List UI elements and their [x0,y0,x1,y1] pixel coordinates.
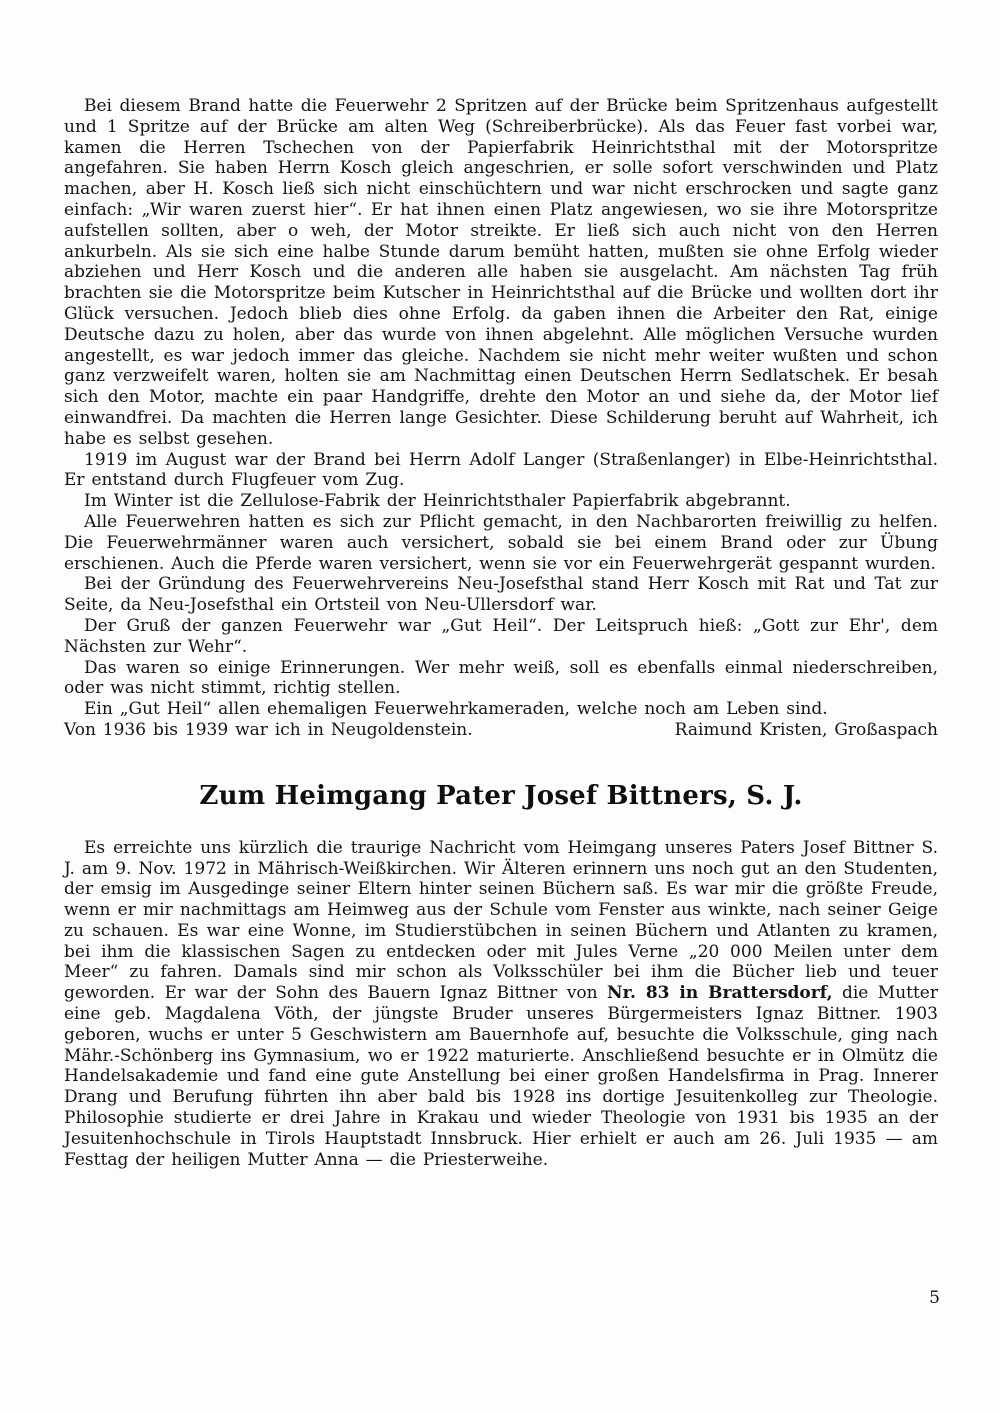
paragraph-text: die Mutter eine geb. Magdalena Vöth, der jüngste Bruder unseres Bürgermeisters Ignaz Bittner. 1903 geboren, wuchs er unter 5 Geschwistern am Bauernhofe auf, besuchte die Volksschule, ging nach Mähr.-Schönberg ins Gymnasium, wo er 1922 maturierte. Anschließend besuchte er in Olmütz die Handelsakademie und fand eine gute Anstellung bei einer großen Handelsfirma in Prag. Innerer Drang und Berufung führten ihn aber bald bis 1928 ins dortige Jesuitenkolleg zur Theologie. Philosophie studierte er drei Jahre in Krakau und wieder Theologie von 1931 bis 1935 an der Jesuitenhochschule in Tirols Hauptstadt Innsbruck. Hier erhielt er auch am 26. Juli 1935 — am Festtag der heiligen Mutter Anna — die Priesterweihe. [64,983,938,1170]
closing-line-2: Von 1936 bis 1939 war ich in Neugoldenstein. [64,719,473,740]
closing-line-1: Ein „Gut Heil“ allen ehemaligen Feuerwehrkameraden, welche noch am Leben sind. [84,699,828,720]
paragraph: Alle Feuerwehren hatten es sich zur Pflicht gemacht, in den Nachbarorten freiwillig zu helfen. Die Feuerwehrmänner waren auch versichert, sobald sie bei einem Brand oder zur Übung erschienen. Auch die Pferde waren versichert, wenn sie vor ein Feuerwehrgerät gespannt wurden. [64,511,938,574]
article-fire-brigade [64,96,938,741]
paragraph: Im Winter ist die Zellulose-Fabrik der Heinrichtsthaler Papierfabrik abgebrannt. [84,491,791,512]
paragraph: Das waren so einige Erinnerungen. Wer mehr weiß, soll es ebenfalls einmal niederschreiben, oder was nicht stimmt, richtig stellen. [64,657,938,699]
paragraph: Der Gruß der ganzen Feuerwehr war „Gut Heil“. Der Leitspruch hieß: „Gott zur Ehr', dem Nächsten zur Wehr“. [64,615,938,657]
signature: Raimund Kristen, Großaspach [674,719,938,740]
paragraph-text: Es erreichte uns kürzlich die traurige Nachricht vom Heimgang unseres Paters Josef Bittner S. J. am 9. Nov. 1972 in Mährisch-Weißkirchen. Wir Älteren erinnern uns noch gut an den Studenten, der emsig im Ausgedinge seiner Eltern hinter seinen Büchern saß. Es war mir die größte Freude, wenn er mir nachmittags am Heimweg aus der Schule vom Fenster aus winkte, nach seiner Geige zu schauen. Es war eine Wonne, im Studierstübchen in seinen Büchern und Atlanten zu kramen, bei ihm die klassischen Sagen zu entdecken oder mit Jules Verne „20 000 Meilen unter dem Meer“ zu fahren. Damals sind mir schon als Volksschüler bei ihm die Bücher lieb und teuer geworden. Er war der Sohn des Bauern Ignaz Bittner von [64,837,938,1004]
bold-text: Nr. 83 in Brattersdorf, [607,983,833,1004]
page-number: 5 [929,1288,940,1308]
paragraph: 1919 im August war der Brand bei Herrn Adolf Langer (Straßenlanger) in Elbe-Heinrichtsthal. Er entstand durch Flugfeuer vom Zug. [64,449,938,491]
paragraph: Bei diesem Brand hatte die Feuerwehr 2 Spritzen auf der Brücke beim Spritzenhaus aufgestellt und 1 Spritze auf der Brücke am alten Weg (Schreiberbrücke). Als das Feuer fast vorbei war, kamen die Herren Tschechen von der Papierfabrik Heinrichtsthal mit der Motorspritze angefahren. Sie haben Herrn Kosch gleich angeschrien, er solle sofort verschwinden und Platz machen, aber H. Kosch ließ sich nicht einschüchtern und war nicht erschrocken und sagte ganz einfach: „Wir waren zuerst hier“. Er hat ihnen einen Platz angewiesen, wo sie ihre Motorspritze aufstellen sollten, aber o weh, der Motor streikte. Er ließ sich auch nicht von den Herren ankurbeln. Als sie sich eine halbe Stunde darum bemüht hatten, mußten sie ohne Erfolg wieder abziehen und Herr Kosch und die anderen alle haben sie ausgelacht. Am nächsten Tag früh brachten sie die Motorspritze beim Kutscher in Heinrichtsthal auf die Brücke und wollten dort ihr Glück versuchen. Jedoch blieb dies ohne Erfolg. da gaben ihnen die Arbeiter den Rat, einige Deutsche dazu zu holen, aber das wurde von ihnen abgelehnt. Alle möglichen Versuche wurden angestellt, es war jedoch immer das gleiche. Nachdem sie nicht mehr weiter wußten und schon ganz verzweifelt waren, holten sie am Nachmittag einen Deutschen Herrn Sedlatschek. Er besah sich den Motor, machte ein paar Handgriffe, drehte den Motor an und siehe da, der Motor lief einwandfrei. Da machten die Herren lange Gesichter. Diese Schilderung beruht auf Wahrheit, ich habe es selbst gesehen. [64,96,938,449]
article-title: Zum Heimgang Pater Josef Bittners, S. J. [199,780,803,811]
paragraph: Bei der Gründung des Feuerwehrvereins Neu-Josefsthal stand Herr Kosch mit Rat und Tat zur Seite, da Neu-Josefsthal ein Ortsteil von Neu-Ullersdorf war. [64,574,938,616]
closing-paragraph [64,699,938,741]
article-bittner-obituary [64,838,938,1171]
paragraph [64,838,938,1171]
